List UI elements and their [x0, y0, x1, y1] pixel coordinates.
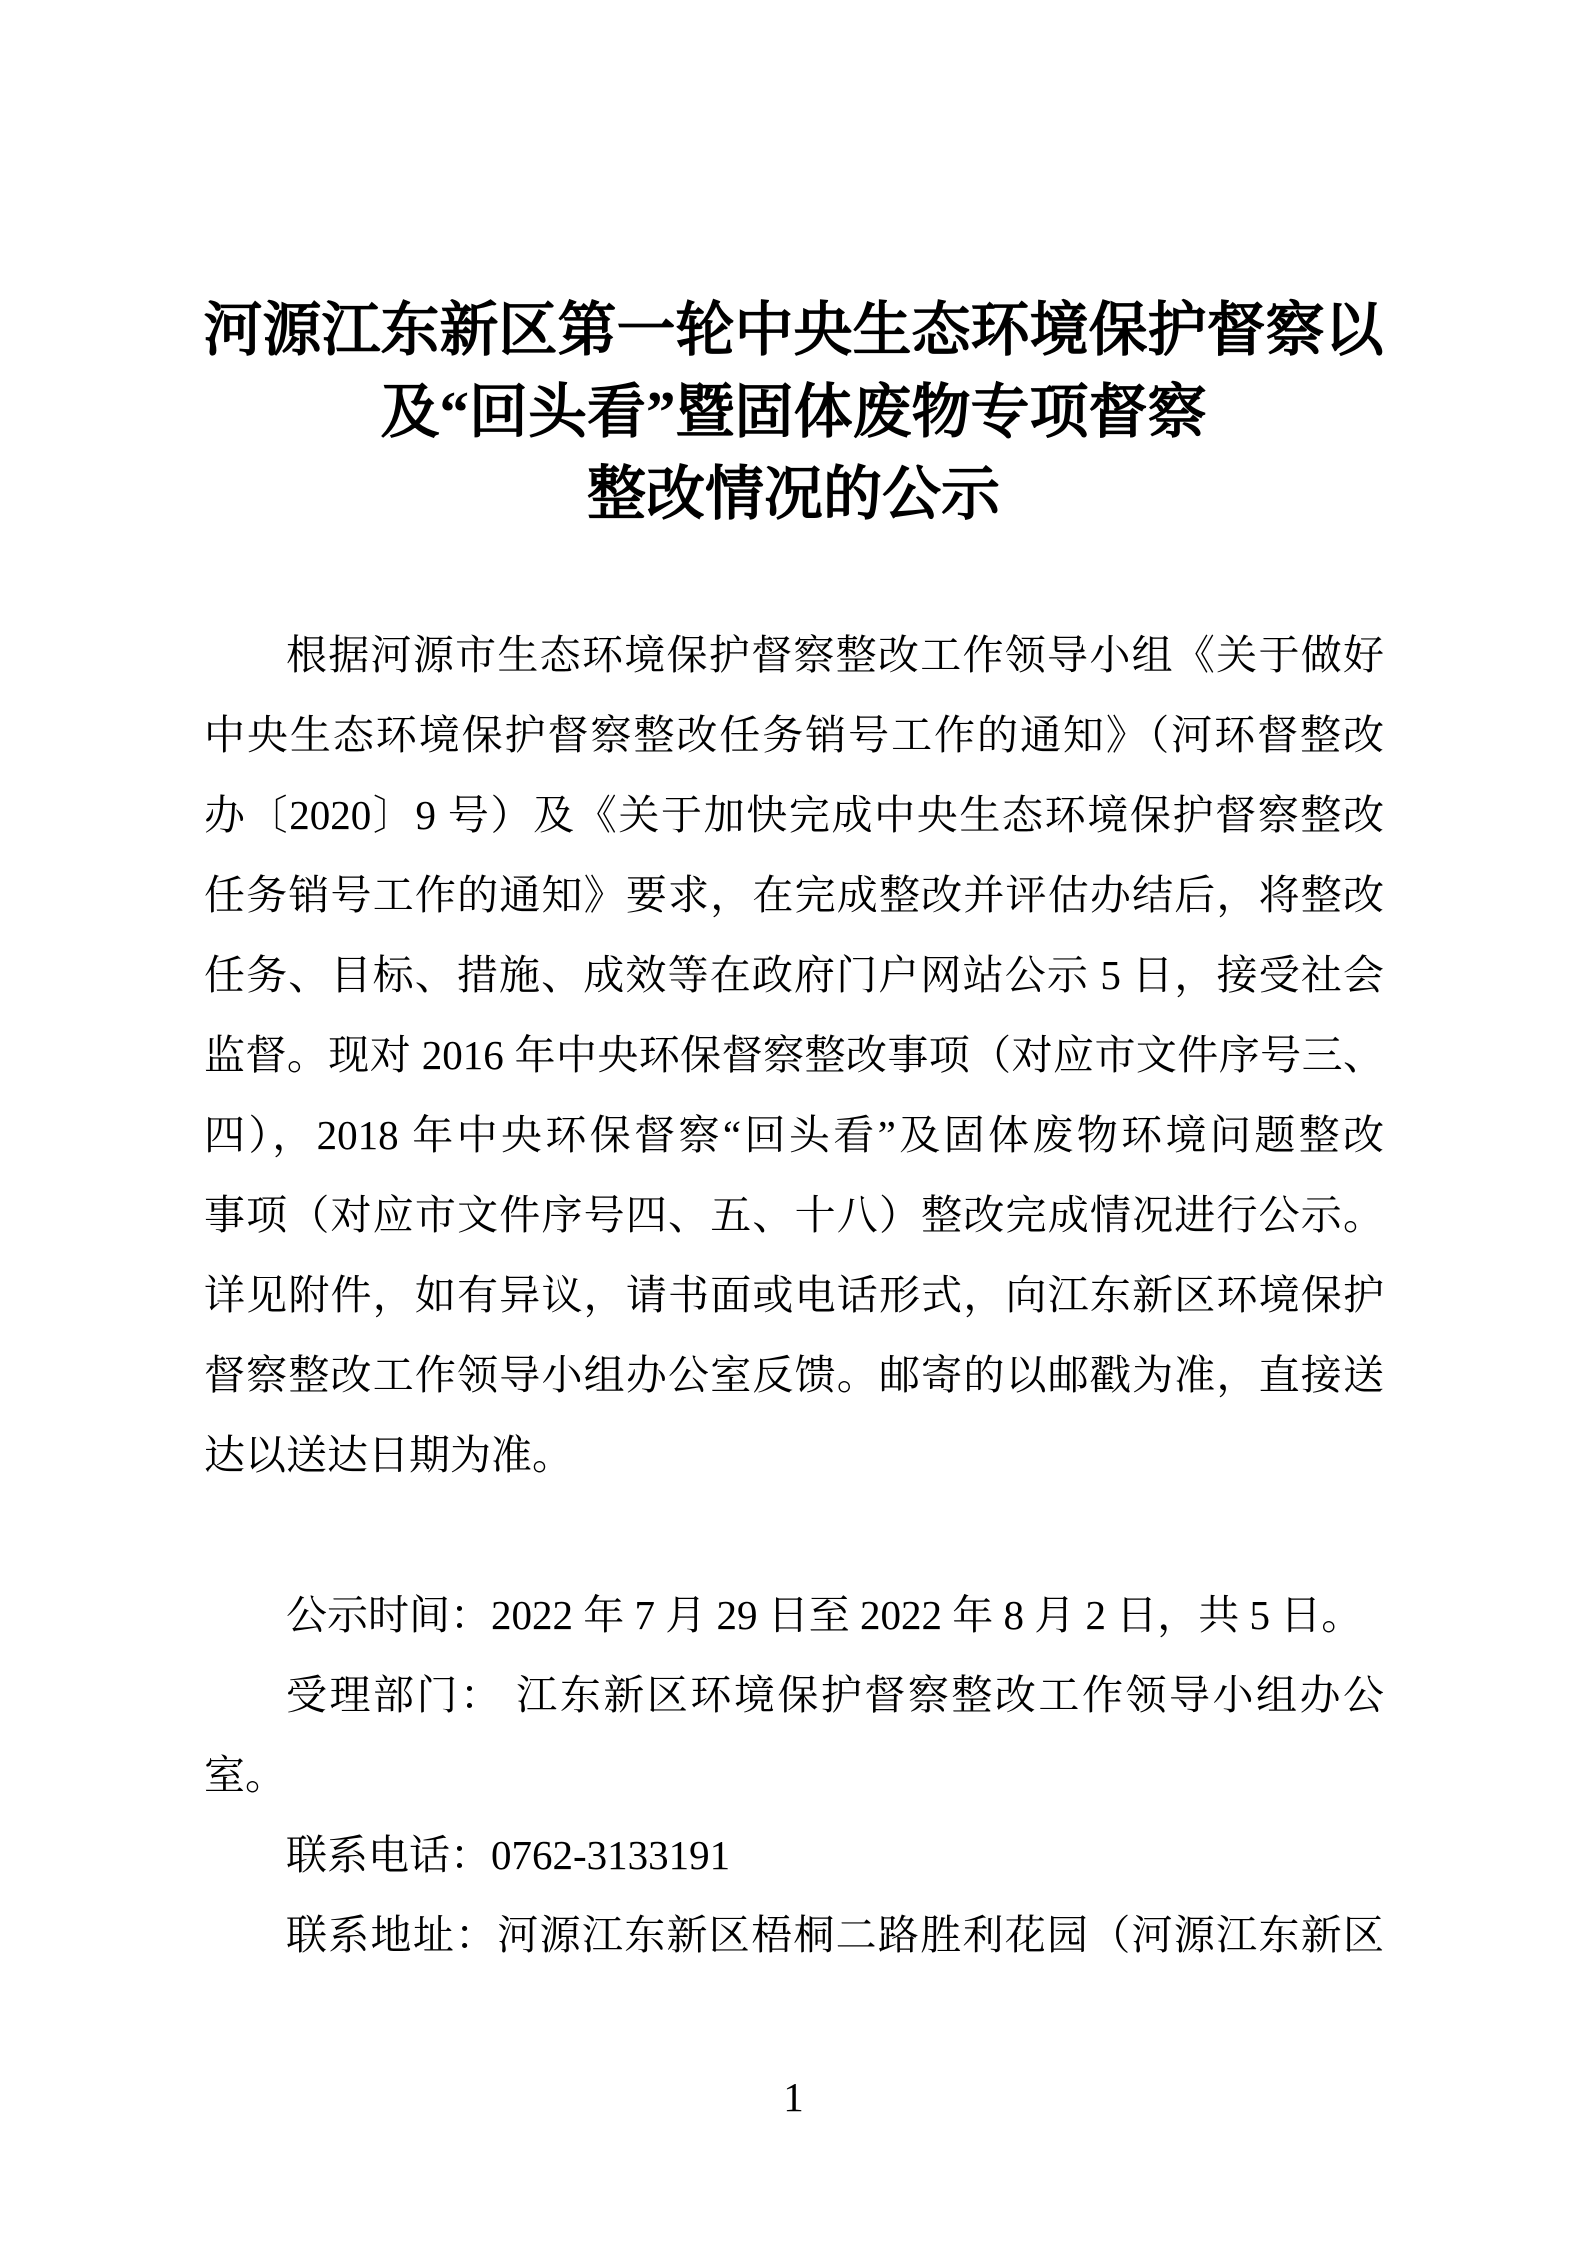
text-line: 办〔2020〕9 号）及《关于加快完成中央生态环境保护督察整改	[204, 792, 1384, 838]
text-line: 监督。现对 2016 年中央环保督察整改事项（对应市文件序号三、	[204, 1032, 1384, 1078]
document-title	[100, 0, 1487, 535]
body-paragraph-2	[204, 1575, 1384, 1975]
text-line: 联系地址：河源江东新区梧桐二路胜利花园（河源江东新区	[286, 1912, 1384, 1958]
text-line: 详见附件，如有异议，请书面或电话形式，向江东新区环境保护	[204, 1272, 1384, 1318]
text-line: 联系电话：0762-3133191	[286, 1832, 731, 1878]
page-number: 1	[783, 2074, 804, 2120]
text-line: 四），2018 年中央环保督察“回头看”及固体废物环境问题整改	[204, 1112, 1384, 1158]
title-line-3: 整改情况的公示	[586, 461, 1000, 527]
text-line: 中央生态环境保护督察整改任务销号工作的通知》（河环督整改	[204, 712, 1384, 758]
text-line: 受理部门： 江东新区环境保护督察整改工作领导小组办公	[286, 1672, 1384, 1718]
text-line: 事项（对应市文件序号四、五、十八）整改完成情况进行公示。	[204, 1192, 1384, 1238]
body-paragraph-1	[204, 615, 1384, 1495]
text-line: 任务销号工作的通知》要求，在完成整改并评估办结后，将整改	[204, 872, 1384, 918]
text-line: 督察整改工作领导小组办公室反馈。邮寄的以邮戳为准，直接送	[204, 1352, 1384, 1398]
text-line: 公示时间：2022 年 7 月 29 日至 2022 年 8 月 2 日，共 5 日。	[286, 1592, 1363, 1638]
text-line: 任务、目标、措施、成效等在政府门户网站公示 5 日，接受社会	[204, 952, 1384, 998]
document-body	[204, 615, 1384, 1975]
text-line: 室。	[204, 1752, 286, 1798]
title-line-2: 及“回头看”暨固体废物专项督察	[380, 379, 1207, 445]
text-line: 根据河源市生态环境保护督察整改工作领导小组《关于做好	[286, 632, 1384, 678]
text-line: 达以送达日期为准。	[204, 1432, 573, 1478]
title-line-1: 河源江东新区第一轮中央生态环境保护督察以	[203, 297, 1384, 363]
